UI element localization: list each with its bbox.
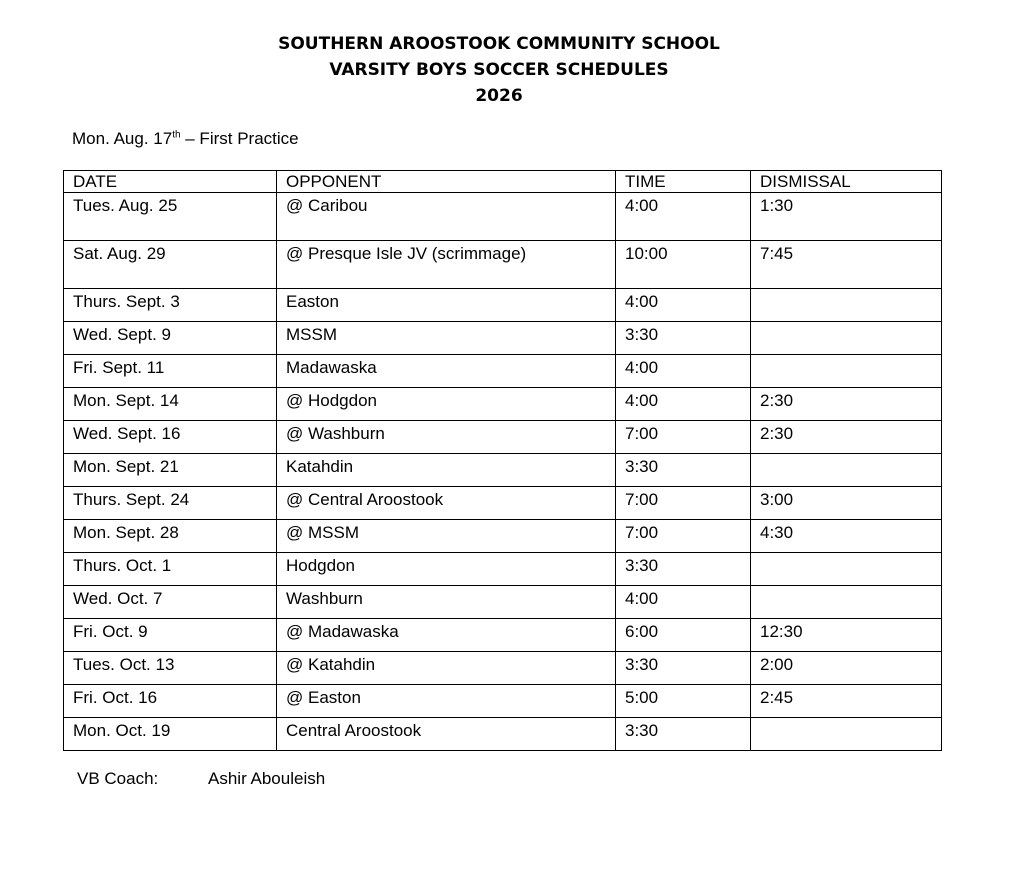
cell-dismissal [751,289,942,322]
table-row [64,388,942,421]
cell-time: 4:00 [616,193,751,241]
cell-opponent: Easton [277,289,616,322]
table-row [64,454,942,487]
column-header-dismissal: DISMISSAL [751,171,942,193]
cell-opponent: @ Presque Isle JV (scrimmage) [277,241,616,289]
cell-opponent: @ Madawaska [277,619,616,652]
table-row [64,487,942,520]
cell-date: Fri. Oct. 16 [64,685,277,718]
document-title [0,31,998,109]
schedule-body [64,193,942,751]
cell-date: Mon. Sept. 14 [64,388,277,421]
table-row [64,553,942,586]
table-row [64,355,942,388]
cell-date: Thurs. Sept. 24 [64,487,277,520]
cell-dismissal [751,355,942,388]
cell-time: 5:00 [616,685,751,718]
table-row [64,685,942,718]
cell-time: 4:00 [616,289,751,322]
cell-time: 3:30 [616,553,751,586]
cell-dismissal: 2:30 [751,421,942,454]
cell-opponent: Madawaska [277,355,616,388]
cell-opponent: @ Caribou [277,193,616,241]
cell-opponent: Katahdin [277,454,616,487]
cell-date: Mon. Sept. 28 [64,520,277,553]
cell-date: Fri. Sept. 11 [64,355,277,388]
table-row [64,241,942,289]
cell-time: 10:00 [616,241,751,289]
cell-time: 3:30 [616,454,751,487]
cell-time: 6:00 [616,619,751,652]
cell-time: 7:00 [616,520,751,553]
cell-time: 3:30 [616,718,751,751]
cell-time: 7:00 [616,421,751,454]
cell-dismissal: 4:30 [751,520,942,553]
cell-dismissal [751,553,942,586]
cell-opponent: MSSM [277,322,616,355]
table-row [64,322,942,355]
cell-dismissal [751,586,942,619]
cell-opponent: @ Katahdin [277,652,616,685]
table-row [64,421,942,454]
coach-label: VB Coach: [77,769,159,788]
cell-date: Wed. Sept. 16 [64,421,277,454]
cell-opponent: @ Hodgdon [277,388,616,421]
table-row [64,193,942,241]
coach-name: Ashir Abouleish [208,769,326,788]
school-name: SOUTHERN AROOSTOOK COMMUNITY SCHOOL [278,34,720,54]
cell-date: Fri. Oct. 9 [64,619,277,652]
column-header-opponent: OPPONENT [277,171,616,193]
cell-date: Mon. Sept. 21 [64,454,277,487]
cell-opponent: @ Central Aroostook [277,487,616,520]
first-practice-label: – First Practice [180,129,299,148]
table-row [64,718,942,751]
table-row [64,619,942,652]
cell-date: Wed. Sept. 9 [64,322,277,355]
table-row [64,520,942,553]
cell-time: 4:00 [616,586,751,619]
cell-dismissal: 2:00 [751,652,942,685]
cell-dismissal [751,454,942,487]
cell-date: Tues. Aug. 25 [64,193,277,241]
table-header-row [64,171,942,193]
cell-opponent: Central Aroostook [277,718,616,751]
first-practice-date: Mon. Aug. 17 [72,129,173,148]
cell-opponent: @ Easton [277,685,616,718]
cell-date: Tues. Oct. 13 [64,652,277,685]
schedule-table [63,170,942,751]
cell-time: 4:00 [616,388,751,421]
cell-dismissal: 2:45 [751,685,942,718]
schedule-title: VARSITY BOYS SOCCER SCHEDULES [329,60,669,80]
cell-dismissal: 12:30 [751,619,942,652]
cell-time: 7:00 [616,487,751,520]
cell-dismissal: 3:00 [751,487,942,520]
cell-dismissal [751,322,942,355]
cell-opponent: Hodgdon [277,553,616,586]
cell-dismissal: 7:45 [751,241,942,289]
cell-opponent: Washburn [277,586,616,619]
table-row [64,289,942,322]
column-header-date: DATE [64,171,277,193]
first-practice-ordinal: th [172,129,181,141]
cell-date: Thurs. Oct. 1 [64,553,277,586]
cell-dismissal [751,718,942,751]
column-header-time: TIME [616,171,751,193]
cell-opponent: @ MSSM [277,520,616,553]
cell-time: 4:00 [616,355,751,388]
cell-dismissal: 2:30 [751,388,942,421]
cell-time: 3:30 [616,322,751,355]
cell-time: 3:30 [616,652,751,685]
first-practice-note [72,128,299,150]
cell-date: Thurs. Sept. 3 [64,289,277,322]
table-row [64,586,942,619]
cell-date: Wed. Oct. 7 [64,586,277,619]
cell-dismissal: 1:30 [751,193,942,241]
cell-date: Mon. Oct. 19 [64,718,277,751]
table-row [64,652,942,685]
schedule-year: 2026 [475,86,523,106]
cell-date: Sat. Aug. 29 [64,241,277,289]
cell-opponent: @ Washburn [277,421,616,454]
